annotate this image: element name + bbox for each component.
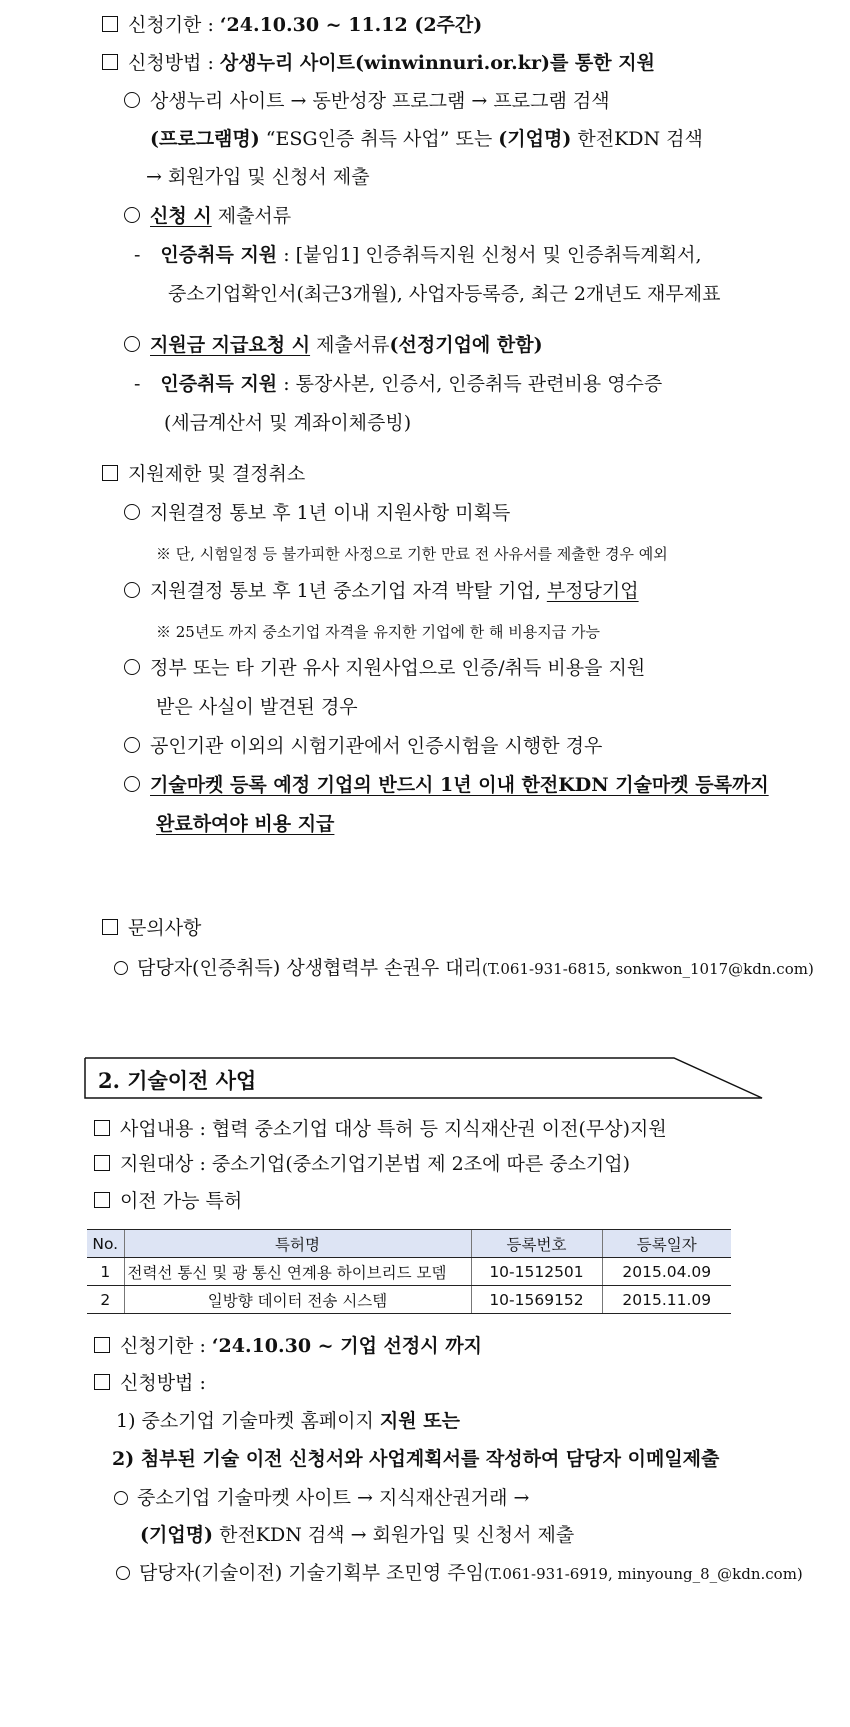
square-bullet-icon bbox=[94, 1374, 110, 1390]
circle-bullet-icon bbox=[124, 659, 140, 675]
s2-path-row: 중소기업 기술마켓 사이트 → 지식재산권거래 → bbox=[114, 1487, 529, 1511]
restrict-item-4: 공인기관 이외의 시험기관에서 인증시험을 시행한 경우 bbox=[124, 735, 602, 759]
restrict-item-5-line2: 완료하여야 비용 지급 bbox=[156, 813, 335, 835]
square-bullet-icon bbox=[102, 465, 118, 481]
circle-bullet-icon bbox=[124, 504, 140, 520]
table-row bbox=[87, 1258, 731, 1286]
cell-date: 2015.11.09 bbox=[602, 1286, 731, 1314]
apply-docs-row: 신청 시 제출서류 bbox=[124, 205, 291, 229]
square-bullet-icon bbox=[102, 16, 118, 32]
target-row: 지원대상 : 중소기업(중소기업기본법 제 2조에 따른 중소기업) bbox=[94, 1153, 630, 1177]
circle-bullet-icon bbox=[116, 1566, 130, 1580]
circle-bullet-icon bbox=[114, 961, 128, 975]
cell-regno: 10-1569152 bbox=[471, 1286, 602, 1314]
circle-bullet-icon bbox=[124, 737, 140, 753]
apply-item-row: - 인증취득 지원 : [붙임1] 인증취득지원 신청서 및 인증취득계획서, bbox=[134, 244, 702, 266]
circle-bullet-icon bbox=[124, 336, 140, 352]
pay-item-row: - 인증취득 지원 : 통장사본, 인증서, 인증취득 관련비용 영수증 bbox=[134, 373, 663, 395]
restrict-item-3: 정부 또는 타 기관 유사 지원사업으로 인증/취득 비용을 지원 bbox=[124, 657, 645, 681]
circle-bullet-icon bbox=[114, 1491, 128, 1505]
s2-search-row: (기업명) 한전KDN 검색 → 회원가입 및 신청서 제출 bbox=[140, 1524, 575, 1546]
cell-name: 일방향 데이터 전송 시스템 bbox=[124, 1286, 471, 1314]
method-option-2: 2) 첨부된 기술 이전 신청서와 사업계획서를 작성하여 담당자 이메일제출 bbox=[112, 1448, 720, 1470]
square-bullet-icon bbox=[102, 919, 118, 935]
deadline-row: 신청기한 : ‘24.10.30 ~ 11.12 (2주간) bbox=[102, 14, 482, 38]
contact-row-1: 담당자(인증취득) 상생협력부 손권우 대리(T.061-931-6815, sonkwon_1017@kdn.com) bbox=[114, 957, 814, 981]
circle-bullet-icon bbox=[124, 207, 140, 223]
restrict-item-5: 기술마켓 등록 예정 기업의 반드시 1년 이내 한전KDN 기술마켓 등록까지 bbox=[124, 774, 769, 798]
col-header-name: 특허명 bbox=[124, 1230, 471, 1258]
restrict-item-2: 지원결정 통보 후 1년 중소기업 자격 박탈 기업, 부정당기업 bbox=[124, 580, 639, 604]
restrict-note-2: ※ 25년도 까지 중소기업 자격을 유지한 기업에 한 해 비용지급 가능 bbox=[156, 623, 601, 641]
content-row: 사업내용 : 협력 중소기업 대상 특허 등 지식재산권 이전(무상)지원 bbox=[94, 1118, 667, 1142]
search-row: (프로그램명) “ESG인증 취득 사업” 또는 (기업명) 한전KDN 검색 bbox=[150, 128, 703, 150]
square-bullet-icon bbox=[94, 1120, 110, 1136]
patents-table bbox=[87, 1229, 731, 1314]
pay-item-row-2: (세금계산서 및 계좌이체증빙) bbox=[164, 412, 412, 434]
patents-title-row: 이전 가능 특허 bbox=[94, 1190, 242, 1214]
cell-regno: 10-1512501 bbox=[471, 1258, 602, 1286]
apply-item-row-2: 중소기업확인서(최근3개월), 사업자등록증, 최근 2개년도 재무제표 bbox=[168, 283, 721, 305]
table-row bbox=[87, 1286, 731, 1314]
square-bullet-icon bbox=[94, 1155, 110, 1171]
restrict-item-3-line2: 받은 사실이 발견된 경우 bbox=[156, 696, 358, 718]
table-header-row bbox=[87, 1230, 731, 1258]
restrict-title-row: 지원제한 및 결정취소 bbox=[102, 463, 305, 487]
circle-bullet-icon bbox=[124, 582, 140, 598]
cell-no: 1 bbox=[87, 1258, 124, 1286]
method-row: 신청방법 : 상생누리 사이트(winwinnuri.or.kr)를 통한 지원 bbox=[102, 52, 655, 76]
section-heading bbox=[84, 1057, 764, 1099]
square-bullet-icon bbox=[102, 54, 118, 70]
square-bullet-icon bbox=[94, 1337, 110, 1353]
col-header-no: No. bbox=[87, 1230, 124, 1258]
path-row: 상생누리 사이트 → 동반성장 프로그램 → 프로그램 검색 bbox=[124, 90, 610, 114]
method-option-1: 1) 중소기업 기술마켓 홈페이지 지원 또는 bbox=[116, 1410, 460, 1432]
method-value: 상생누리 사이트(winwinnuri.or.kr)를 통한 지원 bbox=[219, 52, 655, 74]
inquiry-title-row: 문의사항 bbox=[102, 917, 201, 941]
cell-no: 2 bbox=[87, 1286, 124, 1314]
cell-name: 전력선 통신 및 광 통신 연계용 하이브리드 모뎀 bbox=[124, 1258, 471, 1286]
pay-docs-row: 지원금 지급요청 시 제출서류(선정기업에 한함) bbox=[124, 334, 543, 358]
dash-bullet: - bbox=[134, 373, 141, 395]
s2-deadline-row: 신청기한 : ‘24.10.30 ~ 기업 선정시 까지 bbox=[94, 1335, 482, 1359]
dash-bullet: - bbox=[134, 244, 141, 266]
col-header-date: 등록일자 bbox=[602, 1230, 731, 1258]
restrict-item-1: 지원결정 통보 후 1년 이내 지원사항 미획득 bbox=[124, 502, 510, 526]
circle-bullet-icon bbox=[124, 776, 140, 792]
s2-contact-row: 담당자(기술이전) 기술기획부 조민영 주임(T.061-931-6919, minyoung_8_@kdn.com) bbox=[116, 1562, 803, 1586]
section-title: 2. 기술이전 사업 bbox=[98, 1068, 257, 1093]
s2-method-row: 신청방법 : bbox=[94, 1372, 206, 1396]
restrict-note-1: ※ 단, 시험일정 등 불가피한 사정으로 기한 만료 전 사유서를 제출한 경우 예외 bbox=[156, 545, 668, 563]
col-header-regno: 등록번호 bbox=[471, 1230, 602, 1258]
square-bullet-icon bbox=[94, 1192, 110, 1208]
circle-bullet-icon bbox=[124, 92, 140, 108]
cell-date: 2015.04.09 bbox=[602, 1258, 731, 1286]
deadline-value: ‘24.10.30 ~ 11.12 (2주간) bbox=[219, 14, 483, 36]
join-row: → 회원가입 및 신청서 제출 bbox=[146, 166, 370, 188]
s2-deadline-value: ‘24.10.30 ~ 기업 선정시 까지 bbox=[211, 1335, 482, 1357]
